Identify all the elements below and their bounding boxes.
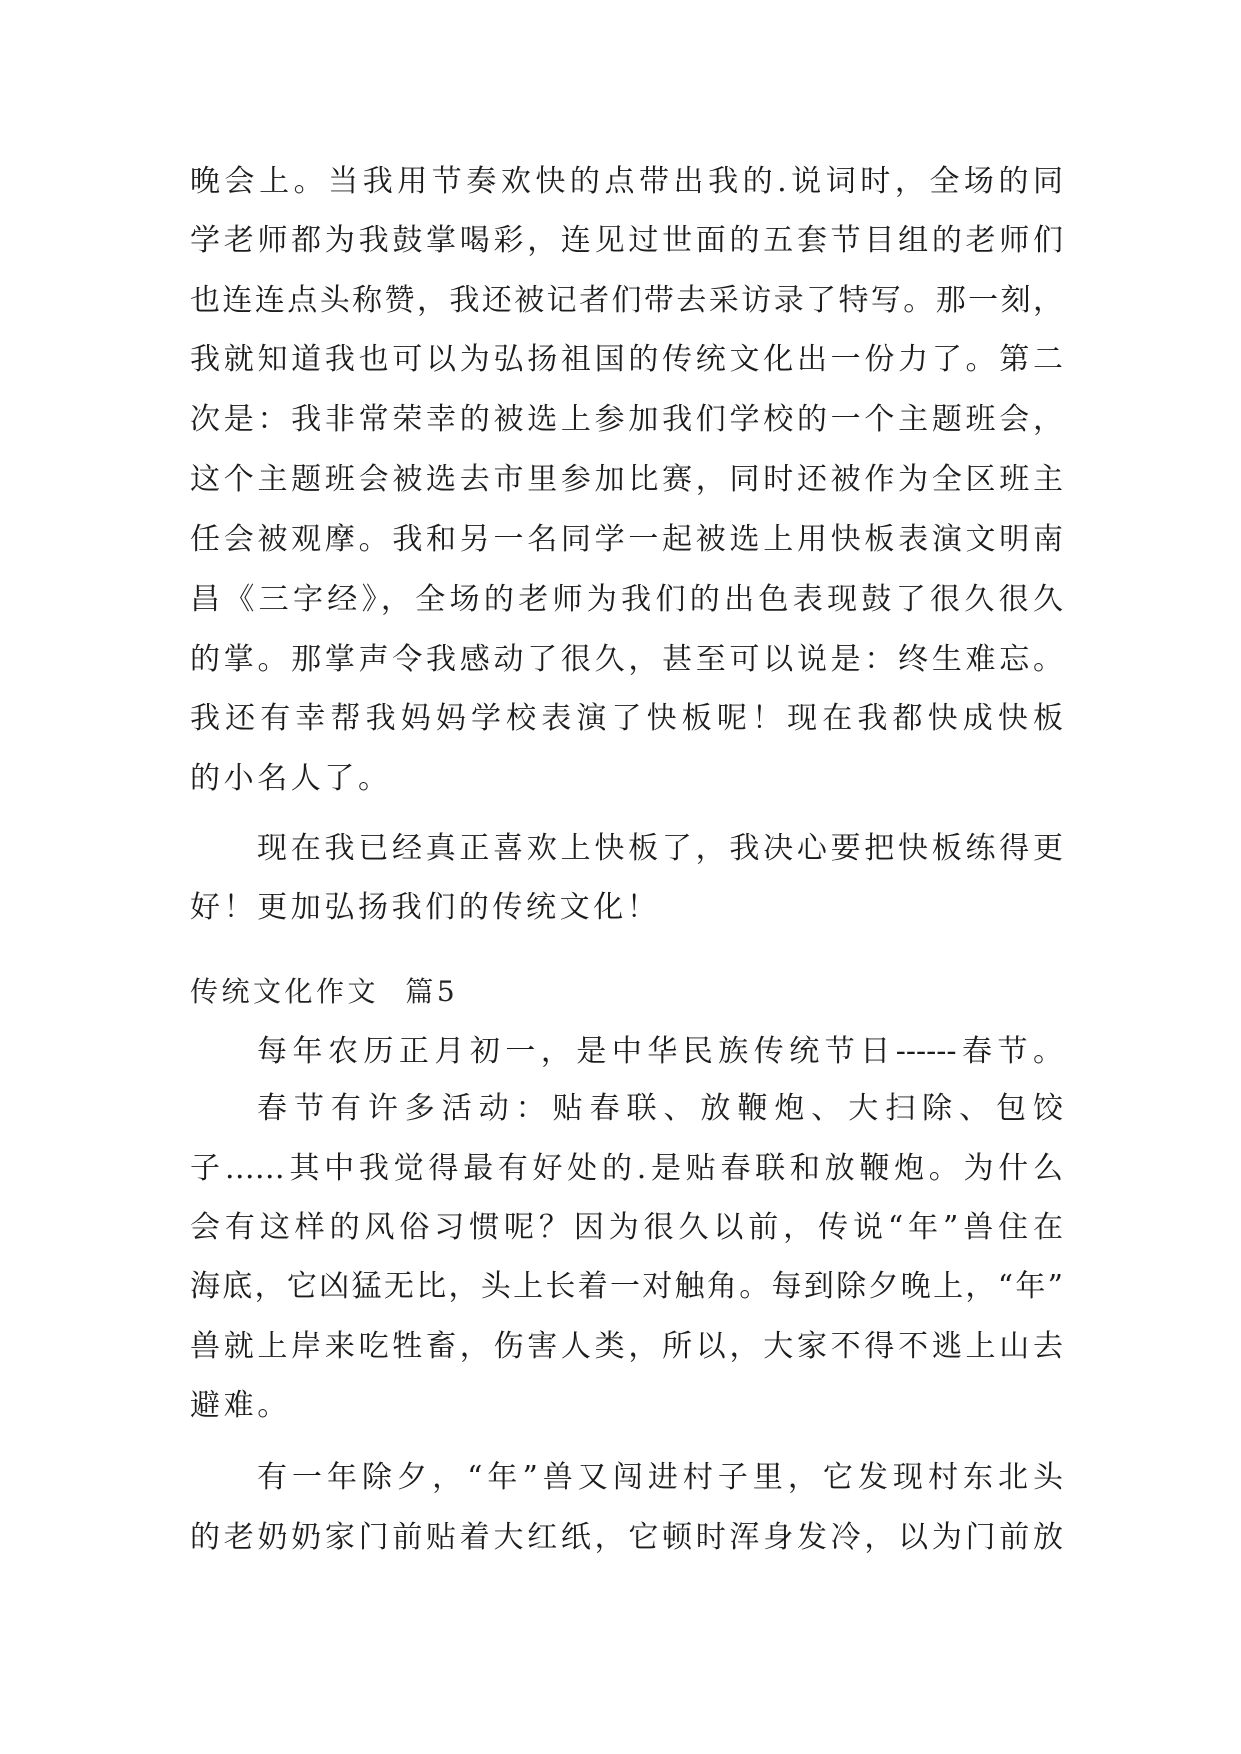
paragraph-line: 会有这样的风俗习惯呢？因为很久以前，传说“年”兽住在 bbox=[190, 1210, 1063, 1245]
paragraph-line: 避难。 bbox=[190, 1388, 291, 1423]
paragraph-line: 兽就上岸来吃牲畜，伤害人类，所以，大家不得不逃上山去 bbox=[190, 1329, 1063, 1364]
paragraph-line: 晚会上。当我用节奏欢快的点带出我的.说词时，全场的同 bbox=[190, 164, 1063, 199]
paragraph-line: 的小名人了。 bbox=[190, 761, 392, 796]
paragraph-line: 好！更加弘扬我们的传统文化！ bbox=[190, 890, 661, 925]
paragraph-line: 现在我已经真正喜欢上快板了，我决心要把快板练得更 bbox=[257, 831, 1063, 866]
paragraph-line: 昌《三字经》，全场的老师为我们的出色表现鼓了很久很久 bbox=[190, 582, 1063, 617]
paragraph-line: 的老奶奶家门前贴着大红纸，它顿时浑身发冷，以为门前放 bbox=[190, 1520, 1063, 1555]
paragraph-line: 海底，它凶猛无比，头上长着一对触角。每到除夕晚上，“年” bbox=[190, 1269, 1063, 1304]
section-heading: 传统文化作文 篇5 bbox=[190, 975, 459, 1008]
paragraph-line: 学老师都为我鼓掌喝彩，连见过世面的五套节目组的老师们 bbox=[190, 223, 1063, 258]
paragraph-line: 每年农历正月初一，是中华民族传统节日------春节。 bbox=[257, 1034, 1063, 1069]
paragraph-line: 的掌。那掌声令我感动了很久，甚至可以说是：终生难忘。 bbox=[190, 642, 1063, 677]
paragraph-line: 我就知道我也可以为弘扬祖国的传统文化出一份力了。第二 bbox=[190, 342, 1063, 377]
paragraph-line: 也连连点头称赞，我还被记者们带去采访录了特写。那一刻， bbox=[190, 283, 1063, 318]
paragraph-line: 春节有许多活动：贴春联、放鞭炮、大扫除、包饺 bbox=[257, 1091, 1063, 1126]
paragraph-line: 任会被观摩。我和另一名同学一起被选上用快板表演文明南 bbox=[190, 522, 1063, 557]
paragraph-line: 这个主题班会被选去市里参加比赛，同时还被作为全区班主 bbox=[190, 462, 1063, 497]
paragraph-line: 子……其中我觉得最有好处的.是贴春联和放鞭炮。为什么 bbox=[190, 1151, 1063, 1186]
paragraph-line: 我还有幸帮我妈妈学校表演了快板呢！现在我都快成快板 bbox=[190, 701, 1063, 736]
paragraph-line: 次是：我非常荣幸的被选上参加我们学校的一个主题班会， bbox=[190, 402, 1063, 437]
paragraph-line: 有一年除夕，“年”兽又闯进村子里，它发现村东北头 bbox=[257, 1460, 1063, 1495]
